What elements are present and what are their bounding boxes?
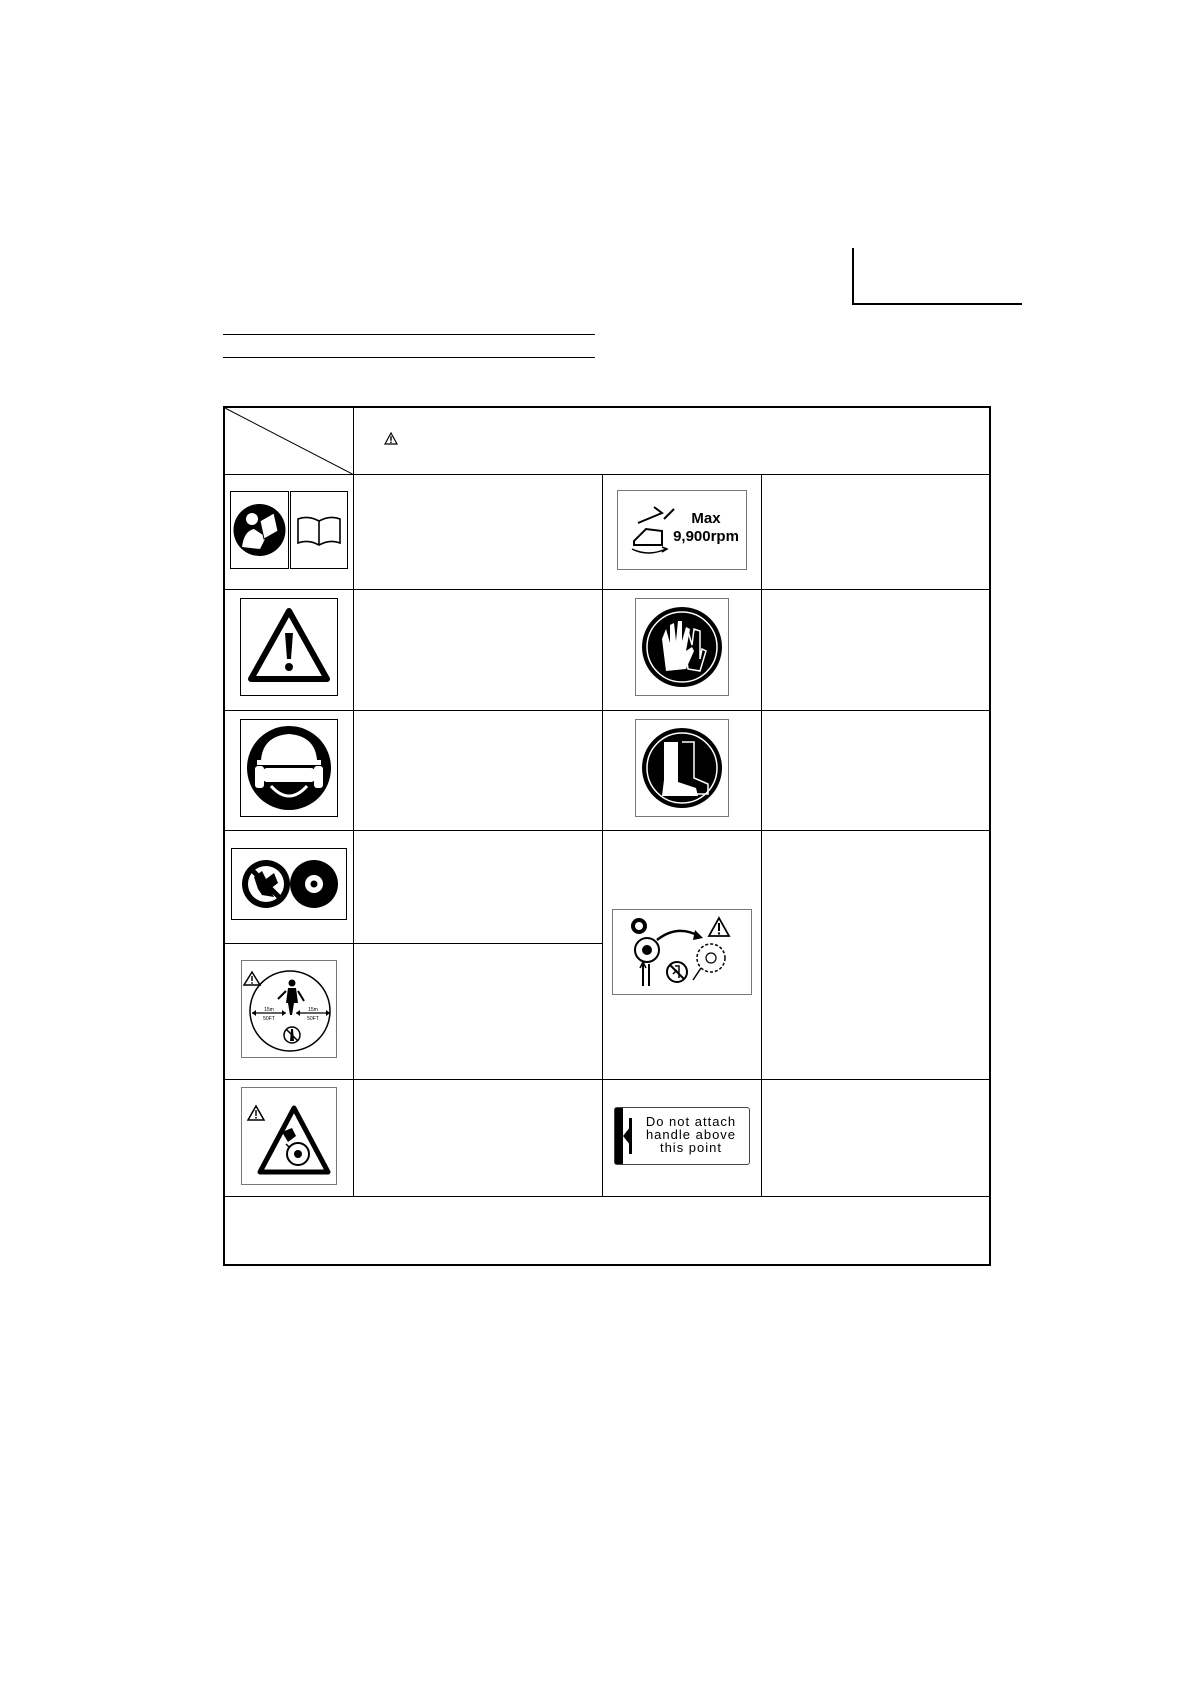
right-distance-m: 15m [307, 1007, 318, 1013]
symbol-cell [224, 943, 353, 1079]
description-cell [353, 830, 602, 943]
blade-hazard-icon [241, 1087, 337, 1185]
description-cell [353, 475, 602, 590]
description-cell [353, 710, 602, 830]
symbol-cell [224, 830, 353, 943]
blade-type-icon [231, 848, 347, 920]
description-cell [353, 943, 602, 1079]
description-cell [761, 830, 990, 1079]
wear-helmet-goggles-earmuffs-icon [240, 719, 338, 817]
page-number-box [852, 248, 1022, 305]
description-cell [353, 590, 602, 710]
warning-triangle-icon [384, 432, 398, 450]
handle-position-decal [614, 1107, 750, 1165]
table-footer-cell [224, 1197, 990, 1265]
left-distance-ft: 50FT [262, 1016, 275, 1022]
symbol-cell [224, 590, 353, 710]
keep-distance-icon [241, 960, 337, 1058]
decal-line-1: Do not attach [645, 1113, 736, 1129]
title-rule-top [223, 334, 595, 335]
symbol-cell [224, 710, 353, 830]
title-rule-bottom [223, 357, 595, 358]
symbol-cell [602, 590, 761, 710]
symbol-cell [602, 1080, 761, 1197]
wear-boots-icon [635, 719, 729, 817]
description-cell [761, 710, 990, 830]
read-manual-icon [230, 491, 348, 569]
description-cell [761, 475, 990, 590]
symbol-cell [224, 475, 353, 590]
left-distance-m: 15m [263, 1007, 274, 1013]
symbols-table [223, 406, 991, 1266]
right-distance-ft: 50FT [306, 1016, 319, 1022]
table-corner-cell [224, 407, 353, 475]
description-cell [761, 590, 990, 710]
table-header-cell [353, 407, 990, 475]
decal-line-2: handle above [645, 1126, 736, 1142]
symbol-cell [602, 475, 761, 590]
symbol-cell [602, 710, 761, 830]
decal-line-3: this point [659, 1139, 722, 1155]
description-cell [353, 1080, 602, 1197]
max-rpm-decal [617, 490, 747, 570]
symbol-cell [224, 1080, 353, 1197]
max-label: Max [690, 509, 721, 527]
wear-gloves-icon [635, 598, 729, 696]
blade-thrust-warning-icon [612, 909, 752, 995]
safety-alert-icon [240, 598, 338, 696]
description-cell [761, 1080, 990, 1197]
symbol-cell [602, 830, 761, 1079]
rpm-label: 9,900rpm [672, 527, 739, 545]
